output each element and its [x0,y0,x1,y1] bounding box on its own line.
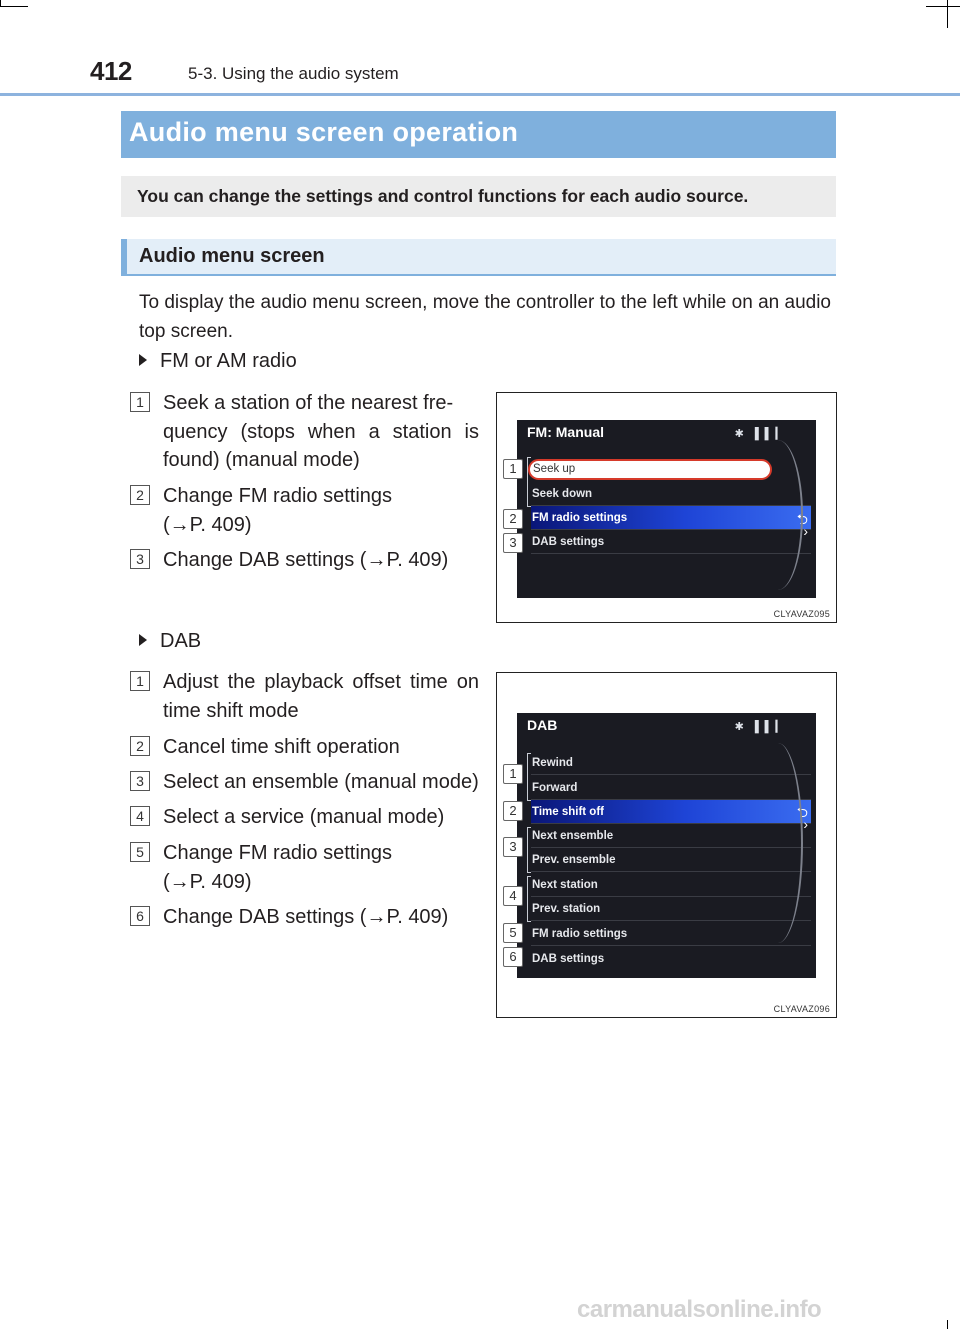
subheading [121,239,836,276]
item-line: time shift mode [163,699,299,722]
menu-item-rewind[interactable]: Rewind [531,751,811,775]
item-text [163,482,479,539]
header-rule [0,93,960,96]
item-number: 5 [130,842,150,862]
item-number: 1 [130,392,150,412]
list-item [130,482,480,542]
intro-text: You can change the settings and control functions for each audio source. [137,186,749,206]
item-text [163,839,479,896]
list-item [130,389,480,479]
item-text [163,733,479,762]
item-line: Change FM radio settings [163,485,393,507]
menu-item-next-ensemble[interactable]: Next ensemble [531,824,811,848]
item-number: 3 [130,549,150,569]
banner-title: Audio menu screen operation [129,117,519,147]
dab-screen [517,713,816,978]
item-line: Change FM radio settings [163,842,393,864]
section-title: 5-3. Using the audio system [188,64,399,83]
intro-box [121,176,836,217]
subheading-title: Audio menu screen [139,245,325,267]
callout-2: 2 [503,509,523,529]
callout-6: 6 [503,947,523,967]
item-line: (→P. 409) [163,513,252,536]
return-arrow-icon[interactable]: ⮌ [796,804,808,820]
item-line: Adjust the playback offset time on [163,671,479,693]
item-line: Cancel time shift operation [163,736,400,758]
crop-mark [0,6,28,7]
watermark: carmanualsonline.info [577,1296,822,1323]
crop-mark [947,0,948,28]
item-text [163,546,479,575]
menu-item-label: Time shift off [532,806,604,818]
crop-mark [947,1320,948,1329]
triangle-right-icon [139,634,147,646]
item-line: found) (manual mode) [163,449,360,471]
menu-item-next-station[interactable]: Next station [531,873,811,897]
menu-item-prev-station[interactable]: Prev. station [531,897,811,921]
item-line: Select a service (manual mode) [163,806,445,828]
item-line: Change DAB settings (→P. 409) [163,549,449,571]
item-text [163,668,479,725]
menu-item-dab-settings[interactable]: DAB settings [532,953,605,965]
item-line: Select an ensemble (manual mode) [163,771,479,793]
scroll-arc [753,743,803,943]
status-icons: ✱ ▐▐ ▎ [734,428,786,440]
item-text [163,768,479,797]
list-item [130,668,480,728]
page-number: 412 [90,56,132,86]
menu-item-seek-down[interactable]: Seek down [531,482,811,506]
item-line: quency (stops when a station is [163,420,479,443]
figure-code: CLYAVAZ095 [773,609,830,619]
item-number: 4 [130,806,150,826]
item-line: Change DAB settings (→P. 409) [163,906,449,928]
item-number: 1 [130,671,150,691]
item-number: 2 [130,736,150,756]
figure-code: CLYAVAZ096 [773,1004,830,1014]
callout-4: 4 [503,886,523,906]
page-header [0,50,960,98]
menu-item-fm-radio-settings[interactable]: FM radio settings [531,922,811,946]
callout-3: 3 [503,533,523,553]
list-item [130,903,480,933]
item-text [163,903,479,932]
bullet-label: DAB [160,630,202,652]
menu-item-seek-up[interactable]: Seek up [528,459,772,480]
screen-title: DAB [527,717,558,733]
triangle-right-icon [139,354,147,366]
screen-title: FM: Manual [527,424,604,440]
fm-screen-figure [496,392,837,623]
scroll-arc [753,440,803,590]
item-number: 2 [130,485,150,505]
item-line: (→P. 409) [163,870,252,893]
fm-screen [517,420,816,598]
menu-item-dab-settings[interactable]: DAB settings [531,530,811,554]
section-banner [121,111,836,158]
return-arrow-icon[interactable]: ⮌ [796,511,808,527]
chevron-right-icon[interactable]: › [803,816,808,832]
description-paragraph: To display the audio menu screen, move the controller to the left while on an audio top screen. [139,292,831,342]
menu-item-label: FM radio settings [532,512,628,524]
dab-screen-figure [496,672,837,1018]
list-item [130,803,480,833]
status-icons: ✱ ▐▐ ▎ [734,721,786,733]
crop-mark [926,6,960,7]
item-number: 6 [130,906,150,926]
list-item [130,768,480,798]
list-item [130,839,480,899]
list-item [130,546,480,576]
bullet-label: FM or AM radio [160,350,297,372]
item-text [163,803,479,832]
menu-item-forward[interactable]: Forward [531,776,811,800]
item-text [163,389,479,475]
list-item [130,733,480,763]
bullet-dab [139,630,201,653]
menu-item-prev-ensemble[interactable]: Prev. ensemble [531,848,811,872]
item-number: 3 [130,771,150,791]
callout-1: 1 [503,764,523,784]
callout-1: 1 [503,459,523,479]
chevron-right-icon[interactable]: › [803,523,808,539]
item-line: Seek a station of the nearest fre- [163,392,454,414]
bullet-fm-am [139,350,297,373]
callout-5: 5 [503,923,523,943]
callout-2: 2 [503,801,523,821]
callout-3: 3 [503,837,523,857]
